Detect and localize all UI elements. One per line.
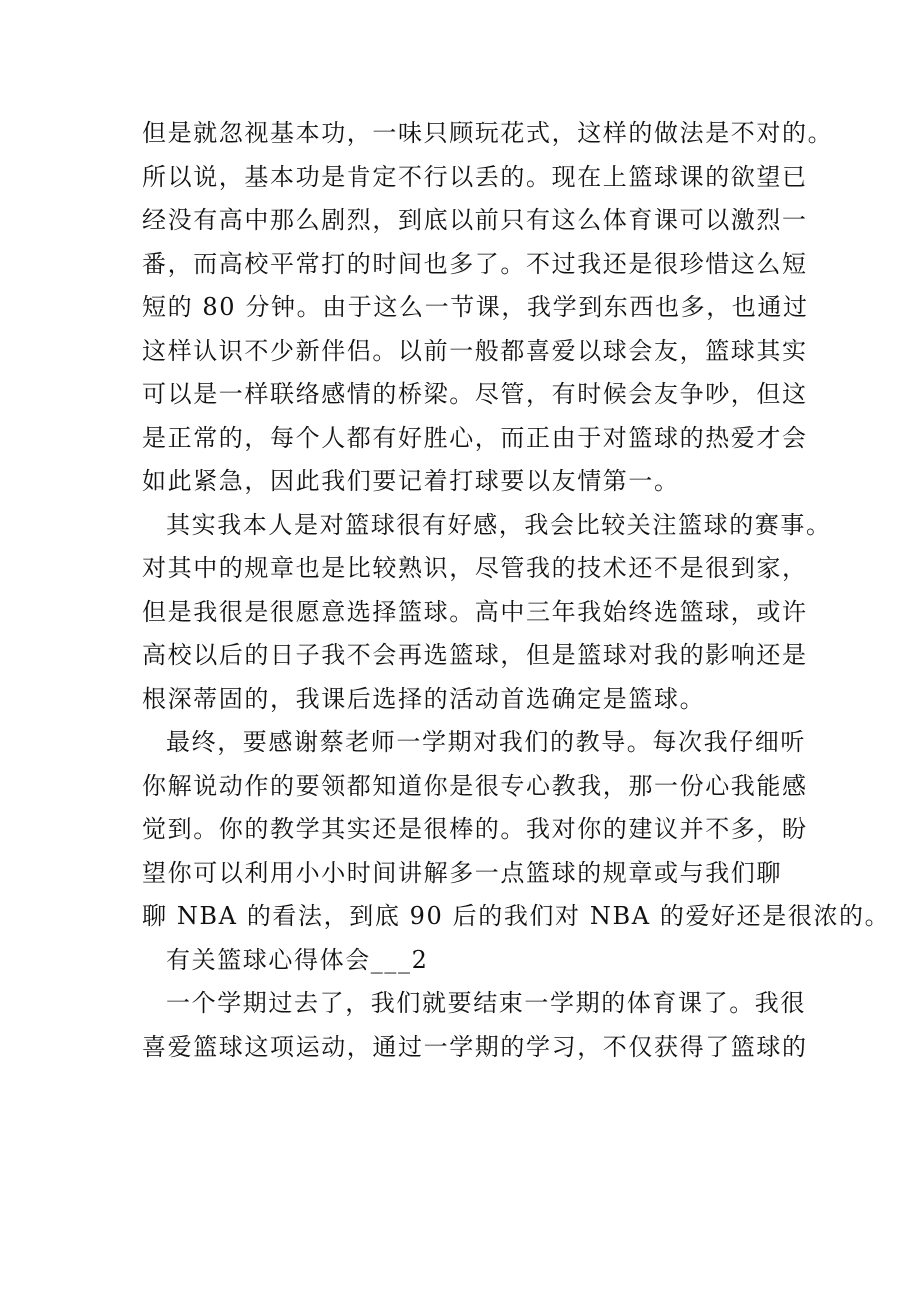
text-line: 所以说，基本功是肯定不行以丢的。现在上篮球课的欲望已 <box>142 162 808 191</box>
text-line: 高校以后的日子我不会再选篮球，但是篮球对我的影响还是 <box>142 641 808 669</box>
document-body <box>142 112 891 1069</box>
text-line: 但是就忽视基本功，一味只顾玩花式，这样的做法是不对的。 <box>142 119 834 147</box>
section-heading: 有关篮球心得体会___2 <box>166 945 429 974</box>
text-line: 根深蒂固的，我课后选择的活动首选确定是篮球。 <box>142 684 706 713</box>
paragraph-first-line: 一个学期过去了，我们就要结束一学期的体育课了。我很 <box>166 989 806 1017</box>
paragraph-first-line: 其实我本人是对篮球很有好感，我会比较关注篮球的赛事。 <box>166 510 832 539</box>
text-line: 对其中的规章也是比较熟识，尽管我的技术还不是很到家， <box>142 554 808 582</box>
text-line: 短的 80 分钟。由于这么一节课，我学到东西也多，也通过 <box>142 293 809 321</box>
text-line: 但是我很是很愿意选择篮球。高中三年我始终选篮球，或许 <box>142 597 808 626</box>
text-line: 番，而高校平常打的时间也多了。不过我还是很珍惜这么短 <box>142 249 808 278</box>
text-line: 这样认识不少新伴侣。以前一般都喜爱以球会友，篮球其实 <box>142 336 808 365</box>
text-line: 喜爱篮球这项运动，通过一学期的学习，不仅获得了篮球的 <box>142 1032 808 1061</box>
text-line: 聊 NBA 的看法，到底 90 后的我们对 NBA 的爱好还是很浓的。 <box>142 902 891 930</box>
text-line: 如此紧急，因此我们要记着打球要以友情第一。 <box>142 467 680 495</box>
text-line: 觉到。你的教学其实还是很棒的。我对你的建议并不多，盼 <box>142 815 808 843</box>
paragraph-first-line: 最终，要感谢蔡老师一学期对我们的教导。每次我仔细听 <box>166 728 806 756</box>
text-line: 是正常的，每个人都有好胜心，而正由于对篮球的热爱才会 <box>142 423 808 452</box>
text-line: 可以是一样联络感情的桥梁。尽管，有时候会友争吵，但这 <box>142 380 808 408</box>
text-line: 望你可以利用小小时间讲解多一点篮球的规章或与我们聊 <box>142 858 782 887</box>
text-line: 你解说动作的要领都知道你是很专心教我，那一份心我能感 <box>142 771 808 800</box>
text-line: 经没有高中那么剧烈，到底以前只有这么体育课可以激烈一 <box>142 206 808 234</box>
